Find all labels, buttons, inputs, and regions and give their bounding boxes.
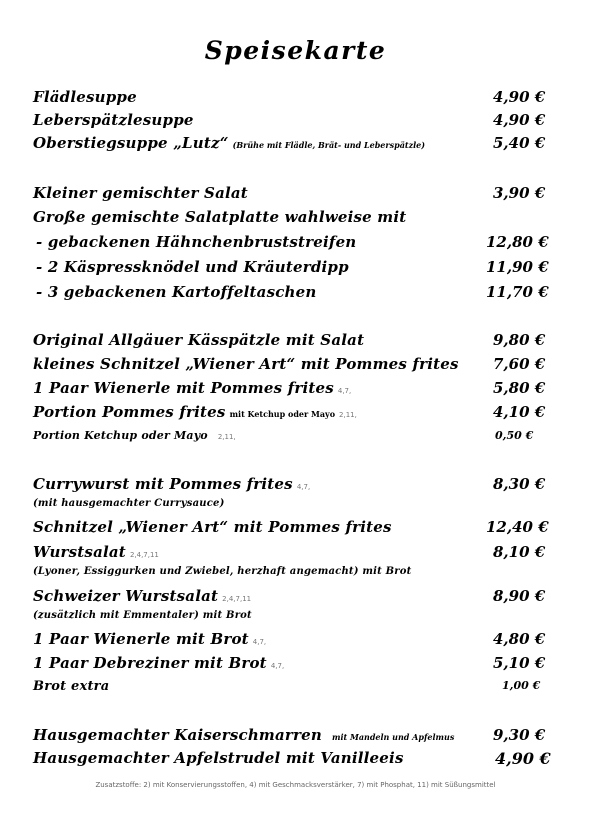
item-price: 8,30 € <box>493 475 546 493</box>
item-name <box>33 403 357 421</box>
item-note: mit Mandeln und Apfelmus <box>331 732 455 742</box>
item-price: 4,10 € <box>493 403 546 421</box>
item-price: 4,80 € <box>493 630 546 648</box>
menu-item-currywurst-note <box>33 498 548 520</box>
item-price: 0,50 € <box>495 429 534 442</box>
item-title: 1 Paar Wienerle mit Brot <box>33 630 249 648</box>
item-name: kleines Schnitzel „Wiener Art“ mit Pommes frites <box>33 355 459 373</box>
item-price: 4,90 € <box>495 749 551 768</box>
item-note: mit Ketchup oder Mayo <box>229 409 336 419</box>
menu-item-oberstiegsuppe <box>33 134 548 156</box>
menu-option-kartoffel <box>33 283 548 305</box>
item-name <box>33 726 454 744</box>
item-price: 3,90 € <box>493 184 546 202</box>
item-name: Kleiner gemischter Salat <box>33 184 248 202</box>
additives-label: 2,11, <box>339 411 357 419</box>
additives-label: 2,4,7,11 <box>129 551 159 559</box>
additives-label: 4,7, <box>270 662 285 670</box>
item-price: 9,80 € <box>493 331 546 349</box>
item-name <box>33 429 236 442</box>
item-name: Schnitzel „Wiener Art“ mit Pommes frites <box>33 518 392 536</box>
item-price: 8,90 € <box>493 587 546 605</box>
item-name <box>33 630 266 648</box>
item-name <box>33 475 310 493</box>
item-price: 12,40 € <box>486 518 549 536</box>
item-title: 1 Paar Debreziner mit Brot <box>33 654 267 672</box>
item-name: - 2 Käspressknödel und Kräuterdipp <box>36 258 349 276</box>
additives-label: 2,4,7,11 <box>222 595 252 603</box>
item-price: 11,70 € <box>486 283 549 301</box>
additives-label: 2,11, <box>217 433 236 441</box>
item-price: 8,10 € <box>493 543 546 561</box>
menu-item-schweizer-wurstsalat <box>33 587 548 609</box>
item-name <box>33 134 425 152</box>
item-name: Große gemischte Salatplatte wahlweise mit <box>33 208 407 226</box>
menu-item-apfelstrudel <box>33 749 551 771</box>
item-name <box>33 654 284 672</box>
item-name: - 3 gebackenen Kartoffeltaschen <box>36 283 317 301</box>
menu-item-salatplatte <box>33 208 548 230</box>
item-name <box>33 587 251 605</box>
item-name: Hausgemachter Apfelstrudel mit Vanilleeis <box>33 749 404 767</box>
item-name: Brot extra <box>33 679 110 694</box>
item-price: 5,80 € <box>493 379 546 397</box>
item-name <box>33 543 159 561</box>
menu-item-kaesspaetzle <box>33 331 548 353</box>
menu-item-kleines-schnitzel <box>33 355 548 377</box>
item-price: 9,30 € <box>493 726 546 744</box>
item-name: Flädlesuppe <box>33 88 137 106</box>
item-title: Oberstiegsuppe „Lutz“ <box>33 134 229 152</box>
item-title: Portion Ketchup oder Mayo <box>33 429 208 442</box>
item-title: Wurstsalat <box>33 543 126 561</box>
item-price: 4,90 € <box>493 88 546 106</box>
menu-item-leberspaetzlesuppe <box>33 111 548 133</box>
menu-item-brot-extra <box>33 679 548 701</box>
menu-item-flaedlesuppe <box>33 88 548 110</box>
item-title: Hausgemachter Kaiserschmarren <box>33 726 322 744</box>
menu-item-ketchup-mayo <box>33 429 548 451</box>
item-price: 12,80 € <box>486 233 549 251</box>
additives-footnote: Zusatzstoffe: 2) mit Konservierungsstoffen, 4) mit Geschmacksverstärker, 7) mit Phosphat, 11) mit Süßungsmittel <box>95 781 496 789</box>
item-price: 11,90 € <box>486 258 549 276</box>
menu-item-wienerle-brot <box>33 630 548 652</box>
item-name: - gebackenen Hähnchenbruststreifen <box>36 233 357 251</box>
menu-item-currywurst <box>33 475 548 497</box>
menu-item-wurstsalat-note <box>33 566 548 588</box>
additives-label: 4,7, <box>296 483 311 491</box>
menu-item-wurstsalat <box>33 543 548 565</box>
menu-item-wienerle-pommes <box>33 379 548 401</box>
item-title: Schweizer Wurstsalat <box>33 587 219 605</box>
item-name: Original Allgäuer Kässpätzle mit Salat <box>33 331 365 349</box>
additives-label: 4,7, <box>252 638 267 646</box>
menu-item-kaiserschmarren <box>33 726 548 748</box>
item-title: Currywurst mit Pommes frites <box>33 475 293 493</box>
item-note: (zusätzlich mit Emmentaler) mit Brot <box>33 610 252 621</box>
menu-item-kleiner-salat <box>33 184 548 206</box>
menu-item-portion-pommes <box>33 403 548 425</box>
item-note: (Lyoner, Essiggurken und Zwiebel, herzhaft angemacht) mit Brot <box>33 566 412 577</box>
menu-option-haehnchen <box>33 233 548 255</box>
item-price: 7,60 € <box>493 355 546 373</box>
menu-item-schweizer-note <box>33 610 548 632</box>
menu-item-debreziner <box>33 654 548 676</box>
page-title: Speisekarte <box>204 36 387 65</box>
item-note: (Brühe mit Flädle, Brät- und Leberspätzle) <box>232 140 426 150</box>
item-note: (mit hausgemachter Currysauce) <box>33 498 225 509</box>
item-price: 5,40 € <box>493 134 546 152</box>
item-name: Leberspätzlesuppe <box>33 111 194 129</box>
item-price: 5,10 € <box>493 654 546 672</box>
item-price: 1,00 € <box>502 679 541 692</box>
item-name <box>33 379 351 397</box>
menu-option-kaespress <box>33 258 548 280</box>
item-title: 1 Paar Wienerle mit Pommes frites <box>33 379 334 397</box>
menu-item-schnitzel <box>33 518 548 540</box>
additives-label: 4,7, <box>337 387 352 395</box>
item-price: 4,90 € <box>493 111 546 129</box>
item-title: Portion Pommes frites <box>33 403 226 421</box>
